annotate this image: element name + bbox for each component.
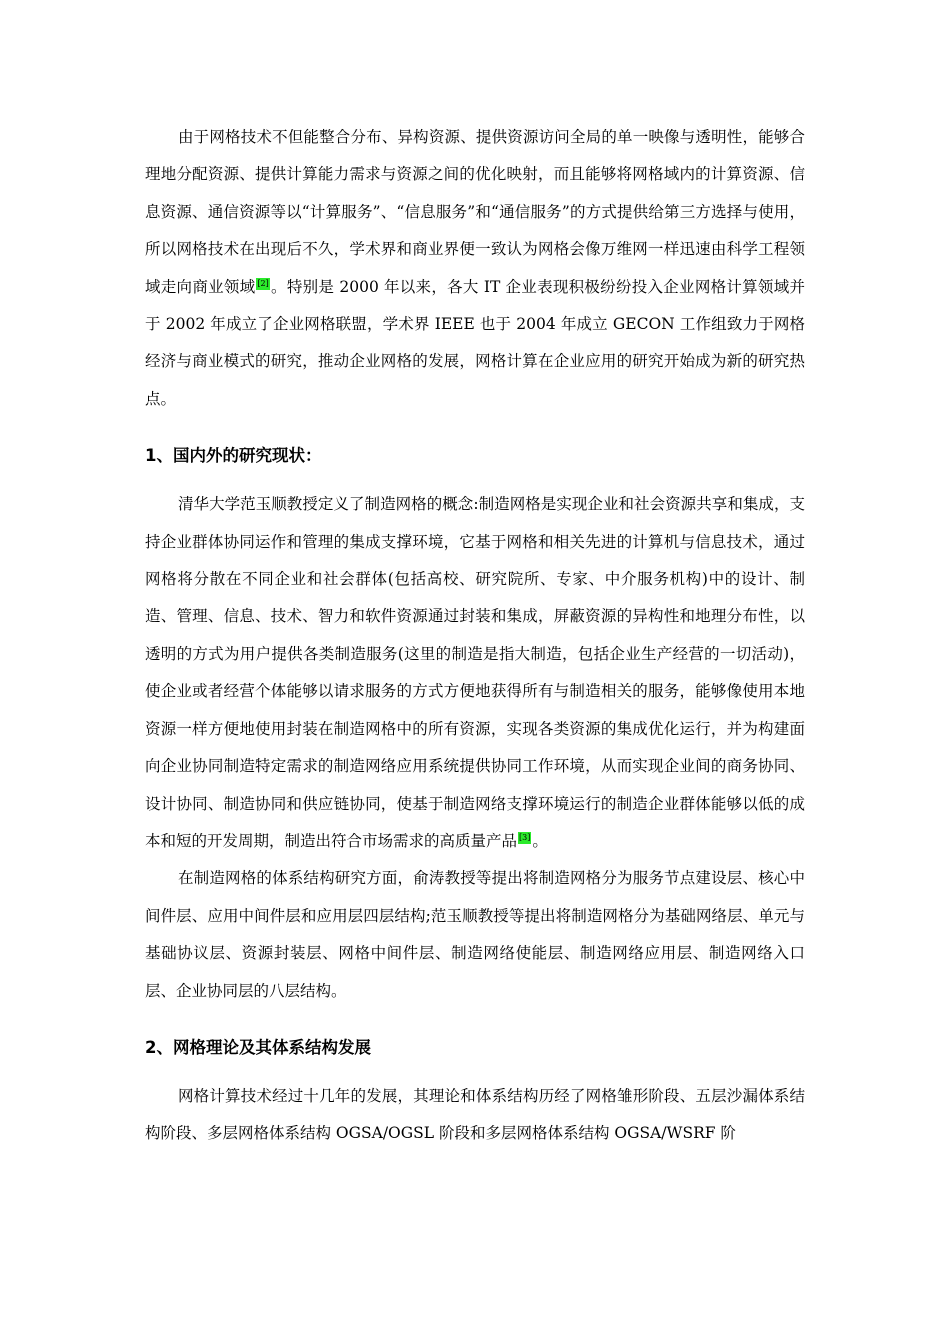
paragraph-grid-development: 网格计算技术经过十几年的发展，其理论和体系结构历经了网格雏形阶段、五层沙漏体系结构阶段、多层网格体系结构 OGSA/OGSL 阶段和多层网格体系结构 OGSA/WSRF 阶	[145, 1086, 805, 1143]
section-heading-research-status: 1、国内外的研究现状：	[145, 446, 322, 466]
citation-marker[interactable]: [2]	[257, 278, 269, 288]
paragraph-text: 由于网格技术不但能整合分布、异构资源、提供资源访问全局的单一映像与透明性，能够合理地分配资源、提供计算能力需求与资源之间的优化映射，而且能够将网格域内的计算资源、信息资源、通信资源等以“计算服务”、“信息服务”和“通信服务”的方式提供给第三方选择与使用，所以网格技术在出现后不久，学术界和商业界便一致认为网格会像万维网一样迅速由科学工程领域走向商业领域	[145, 128, 805, 296]
section-heading-grid-theory: 2、网格理论及其体系结构发展	[145, 1037, 371, 1057]
paragraph-text: 。特别是 2000 年以来，各大 IT 企业表现积极纷纷投入企业网格计算领域并于 2002 年成立了企业网格联盟，学术界 IEEE 也于 2004 年成立 GECON 工作组致力于网格经济与商业模式的研究，推动企业网格的发展，网格计算在企业应用的研究开始成为新的研究热点。	[145, 277, 805, 408]
citation-marker[interactable]: [3]	[519, 832, 531, 842]
paragraph-grid-overview	[145, 119, 805, 418]
paragraph-text: 清华大学范玉顺教授定义了制造网格的概念:制造网格是实现企业和社会资源共享和集成，支持企业群体协同运作和管理的集成支撑环境，它基于网格和相关先进的计算机与信息技术，通过网格将分散在不同企业和社会群体(包括高校、研究院所、专家、中介服务机构)中的设计、制造、管理、信息、技术、智力和软件资源通过封装和集成，屏蔽资源的异构性和地理分布性，以透明的方式为用户提供各类制造服务(这里的制造是指大制造，包括企业生产经营的一切活动)，使企业或者经营个体能够以请求服务的方式方便地获得所有与制造相关的服务，能够像使用本地资源一样方便地使用封装在制造网格中的所有资源，实现各类资源的集成优化运行，并为构建面向企业协同制造特定需求的制造网络应用系统提供协同工作环境，从而实现企业间的商务协同、设计协同、制造协同和供应链协同，使基于制造网络支撑环境运行的制造企业群体能够以低的成本和短的开发周期，制造出符合市场需求的高质量产品	[145, 495, 805, 850]
paragraph-text: 。	[532, 831, 548, 850]
paragraph-architecture-research: 在制造网格的体系结构研究方面，俞涛教授等提出将制造网格分为服务节点建设层、核心中间件层、应用中间件层和应用层四层结构;范玉顺教授等提出将制造网格分为基础网络层、单元与基础协议层、资源封装层、网格中间件层、制造网络使能层、制造网络应用层、制造网络入口层、企业协同层的八层结构。	[145, 869, 805, 1000]
paragraph-manufacturing-grid-definition	[145, 486, 805, 860]
document-body	[145, 119, 805, 1153]
